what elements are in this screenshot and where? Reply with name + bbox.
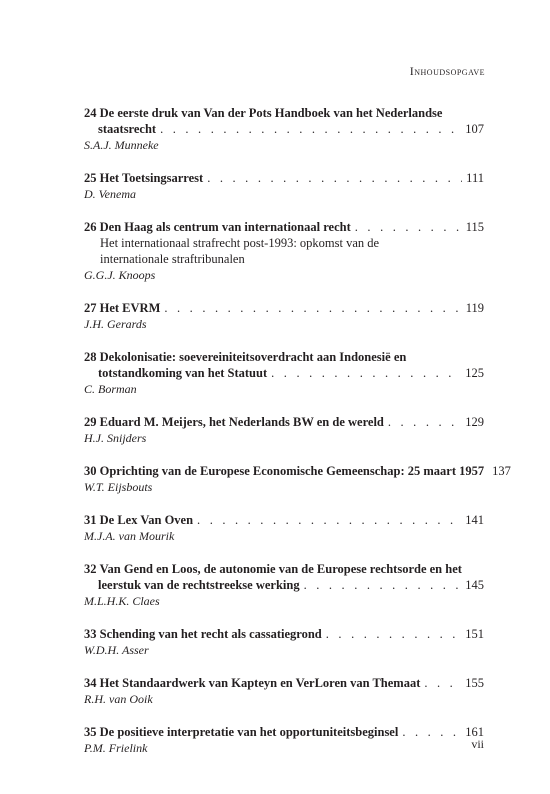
toc-entry-title: leerstuk van de rechtstreekse werking [98, 578, 300, 592]
toc-entry-page: 119 [465, 301, 484, 315]
toc-entry-author: M.L.H.K. Claes [84, 594, 160, 608]
toc-entry-page: 107 [465, 122, 484, 136]
toc-entry-number: 34 [84, 676, 97, 690]
toc-entry-number: 30 [84, 464, 97, 478]
toc-entry-title-line [84, 365, 484, 381]
dot-leader [271, 365, 461, 381]
toc-entry [84, 561, 484, 609]
dot-leader [424, 675, 461, 691]
toc-entry-page: 141 [465, 513, 484, 527]
toc-entry-title: Schending van het recht als cassatiegrond [99, 627, 322, 641]
toc-entry-title: Het Standaardwerk van Kapteyn en VerLoren van Themaat [99, 676, 421, 690]
toc-entry-title: De positieve interpretatie van het opportuniteitsbeginsel [99, 725, 399, 739]
toc-entry-number: 28 [84, 350, 97, 364]
dot-leader [326, 626, 461, 642]
toc-entry-title: Dekolonisatie: soevereiniteitsoverdracht aan Indonesië en [99, 350, 407, 364]
toc-entry-title-line [84, 219, 484, 235]
toc-entry-number: 35 [84, 725, 97, 739]
toc-entry-subtitle: internationale straftribunalen [100, 252, 245, 266]
toc-entry-title-line [84, 105, 484, 121]
toc-entry-page: 151 [465, 627, 484, 641]
toc-entry-title: totstandkoming van het Statuut [98, 366, 268, 380]
dot-leader [304, 577, 462, 593]
dot-leader [160, 121, 461, 137]
toc-entry-title: De Lex Van Oven [99, 513, 194, 527]
toc-entry-title-line [84, 349, 484, 365]
toc-entry [84, 626, 484, 658]
dot-leader [355, 219, 462, 235]
toc-entry-page: 111 [466, 171, 484, 185]
toc-entry-author: W.T. Eijsbouts [84, 480, 153, 494]
toc-entry-author: H.J. Snijders [84, 431, 147, 445]
toc-entry-title: staatsrecht [98, 122, 157, 136]
toc-entry-title-line [84, 512, 484, 528]
toc-entry-title: De eerste druk van Van der Pots Handboek van het Nederlandse [99, 106, 443, 120]
toc-entry-title: Den Haag als centrum van internationaal recht [99, 220, 351, 234]
dot-leader [197, 512, 461, 528]
toc-entry-title: Oprichting van de Europese Economische Gemeenschap: 25 maart 1957 [99, 464, 485, 478]
toc-entry-page: 137 [492, 464, 511, 478]
toc-entry-title-line [84, 414, 484, 430]
toc-entry-number: 26 [84, 220, 97, 234]
toc-entry-number: 25 [84, 171, 97, 185]
toc-entry-number: 27 [84, 301, 97, 315]
toc-entry [84, 300, 484, 332]
dot-leader [207, 170, 462, 186]
toc-entry-page: 129 [465, 415, 484, 429]
toc-entry-number: 29 [84, 415, 97, 429]
toc-entry-title: Eduard M. Meijers, het Nederlands BW en de wereld [99, 415, 384, 429]
toc-entry-title-line [84, 561, 484, 577]
toc-entry-author: R.H. van Ooik [84, 692, 153, 706]
toc-entry-title-line [84, 170, 484, 186]
page-number: vii [471, 737, 484, 751]
toc-entry-title: Het EVRM [99, 301, 161, 315]
toc-entry-page: 155 [465, 676, 484, 690]
toc-entry-page: 145 [465, 578, 484, 592]
toc-entry [84, 463, 511, 495]
toc-entry-number: 33 [84, 627, 97, 641]
toc-entry-subtitle: Het internationaal strafrecht post-1993: opkomst van de [100, 236, 380, 250]
toc-entry [84, 724, 484, 756]
dot-leader [388, 414, 461, 430]
toc-entry-title: Van Gend en Loos, de autonomie van de Europese rechtsorde en het [99, 562, 462, 576]
toc-entry-title-line [84, 577, 484, 593]
toc-entry-page: 115 [465, 220, 484, 234]
toc-entry-author: G.G.J. Knoops [84, 268, 156, 282]
toc-entry [84, 219, 484, 283]
running-header: Inhoudsopgave [409, 64, 485, 78]
toc-entry-number: 32 [84, 562, 97, 576]
toc-entry [84, 349, 484, 397]
toc-entry-title-line [84, 626, 484, 642]
toc-entry-title-line [84, 724, 484, 740]
toc-entry-title: Het Toetsingsarrest [99, 171, 204, 185]
dot-leader [164, 300, 461, 316]
toc-entry-title-line [84, 121, 484, 137]
toc-entry-author: J.H. Gerards [84, 317, 147, 331]
toc-entry-page: 161 [465, 725, 484, 739]
toc-entry [84, 512, 484, 544]
toc-entry [84, 414, 484, 446]
toc-entry-page: 125 [465, 366, 484, 380]
toc-entry [84, 170, 484, 202]
toc-entry [84, 105, 484, 153]
dot-leader [402, 724, 461, 740]
toc-entry-author: M.J.A. van Mourik [84, 529, 175, 543]
toc-entry-title-line [84, 300, 484, 316]
toc-entry-author: P.M. Frielink [84, 741, 148, 755]
toc-entry-number: 31 [84, 513, 97, 527]
toc-entry-number: 24 [84, 106, 97, 120]
toc-entry-author: W.D.H. Asser [84, 643, 149, 657]
toc-entry [84, 675, 484, 707]
toc-entry-author: C. Borman [84, 382, 137, 396]
toc-entry-title-line [84, 463, 511, 479]
table-of-contents [84, 105, 511, 773]
toc-entry-author: S.A.J. Munneke [84, 138, 159, 152]
toc-entry-title-line [84, 675, 484, 691]
toc-entry-author: D. Venema [84, 187, 136, 201]
